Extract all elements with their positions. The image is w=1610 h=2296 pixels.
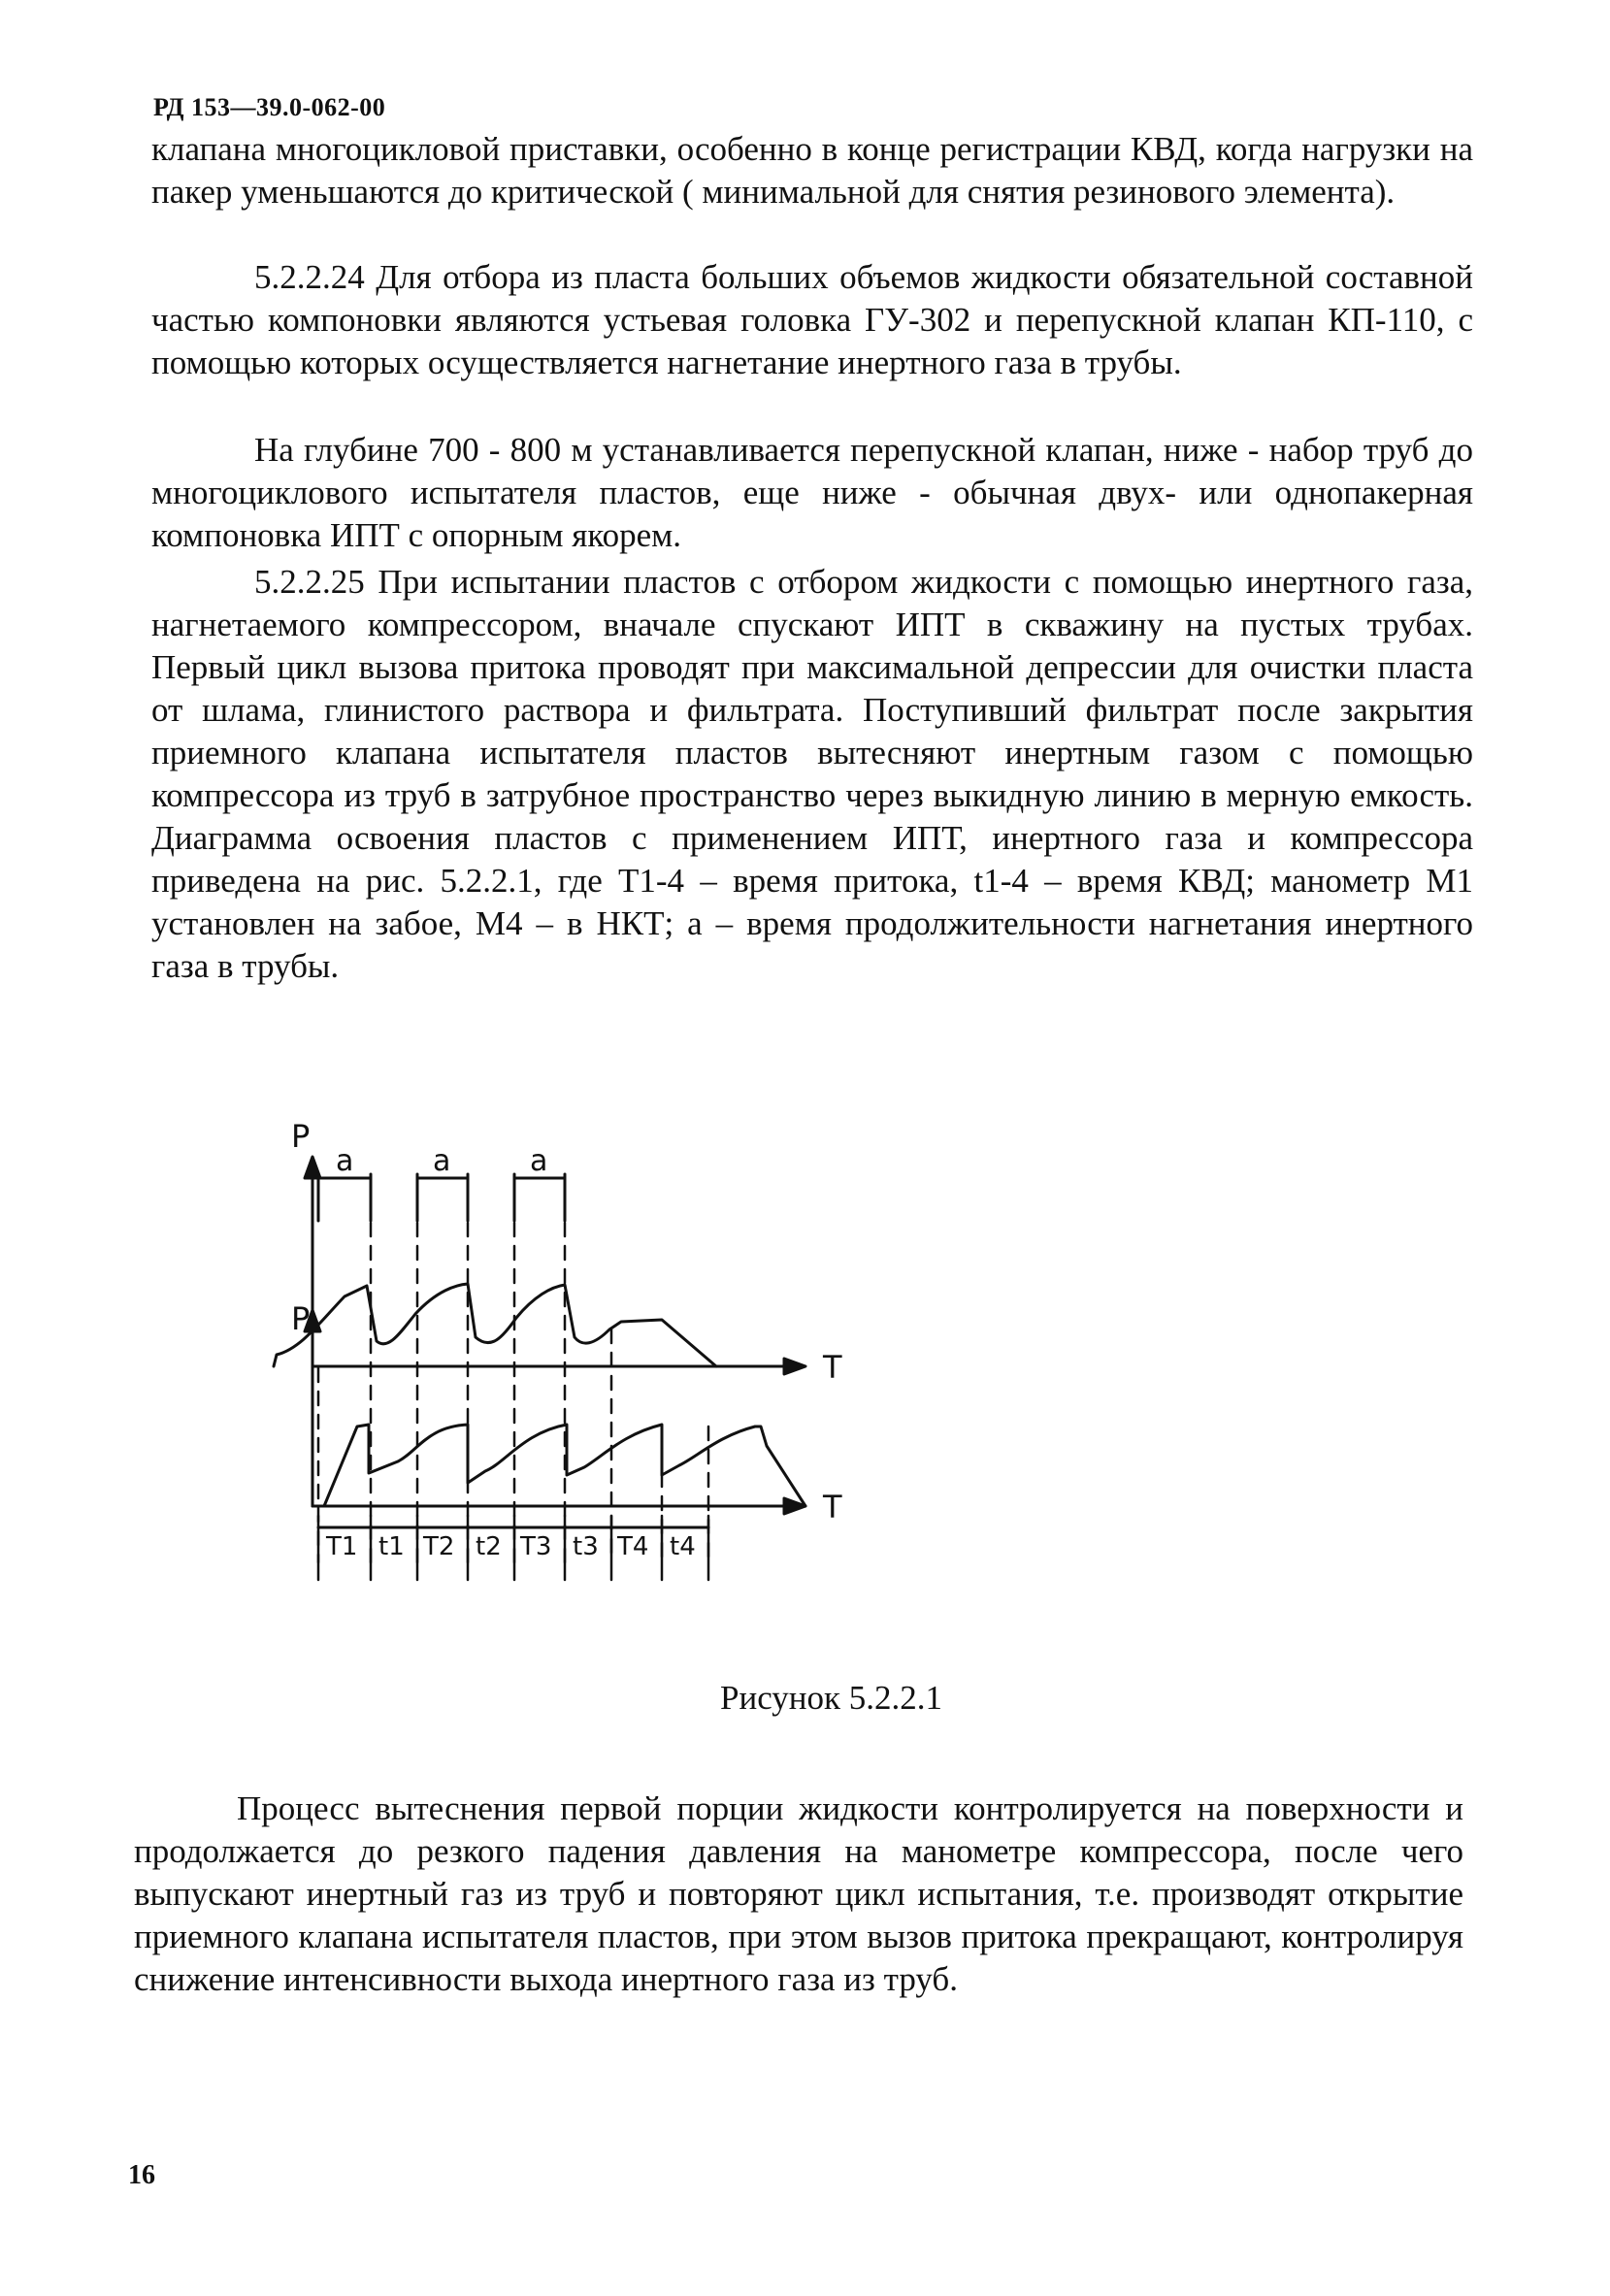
paragraph-1: клапана многоцикловой приставки, особенно в конце регистрации КВД, когда нагрузки на пакер уменьшаются до критической ( минимальной для снятия резинового элемента). bbox=[151, 130, 1473, 211]
paragraph-5: Процесс вытеснения первой порции жидкости контролируется на поверхности и продолжается до резкого падения давления на манометре компрессора, после чего выпускают инертный газ из труб и повторяют цикл испытания, т.е. производят открытие приемного клапана испытателя пластов, при этом вызов притока прекращают, контролируя снижение интенсивности выхода инертного газа из труб. bbox=[134, 1789, 1463, 1998]
page-number: 16 bbox=[128, 2160, 155, 2190]
upper-x-arrow bbox=[784, 1359, 805, 1374]
pressure-diagram bbox=[243, 1097, 1310, 1640]
interval-T1: T1 bbox=[326, 1532, 358, 1561]
interval-T2: T2 bbox=[423, 1532, 455, 1561]
document-header: РД 153—39.0-062-00 bbox=[153, 93, 386, 121]
a-label-3: a bbox=[530, 1144, 548, 1178]
lower-x-label: T bbox=[823, 1489, 842, 1525]
figure-caption: Рисунок 5.2.2.1 bbox=[720, 1679, 943, 1717]
interval-T4: T4 bbox=[617, 1532, 649, 1561]
interval-T3: T3 bbox=[520, 1532, 552, 1561]
interval-t3: t3 bbox=[573, 1532, 599, 1561]
upper-x-label: T bbox=[823, 1349, 842, 1386]
paragraph-3: На глубине 700 - 800 м устанавливается перепускной клапан, ниже - набор труб до многоциклового испытателя пластов, еще ниже - обычная двух- или однопакерная компоновка ИПТ с опорным якорем. bbox=[151, 431, 1473, 554]
upper-y-label: P bbox=[291, 1118, 311, 1155]
interval-t1: t1 bbox=[378, 1532, 405, 1561]
paragraph-4: 5.2.2.25 При испытании пластов с отбором жидкости с помощью инертного газа, нагнетаемого компрессором, вначале спускают ИПТ в скважину на пустых трубах. Первый цикл вызова притока проводят при максимальной депрессии для очистки пласта от шлама, глинистого раствора и фильтрата. Поступивший фильтрат после закрытия приемного клапана испытателя пластов вытесняют инертным газом с помощью компрессора из труб в затрубное пространство через выкидную линию в мерную емкость. Диаграмма освоения пластов с применением ИПТ, инертного газа и компрессора приведена на рис. 5.2.2.1, где T1-4 – время притока, t1-4 – время КВД; манометр М1 установлен на забое, М4 – в НКТ; а – время продолжительности нагнетания инертного газа в трубы. bbox=[151, 563, 1473, 985]
a-label-2: a bbox=[433, 1144, 451, 1178]
interval-t4: t4 bbox=[670, 1532, 696, 1561]
upper-pressure-curve bbox=[274, 1284, 716, 1366]
paragraph-2: 5.2.2.24 Для отбора из пласта больших объемов жидкости обязательной составной частью компоновки являются устьевая головка ГУ-302 и перепускной клапан КП-110, с помощью которых осуществляется нагнетание инертного газа в трубы. bbox=[151, 258, 1473, 381]
lower-y-label: P bbox=[291, 1300, 311, 1337]
interval-t2: t2 bbox=[476, 1532, 502, 1561]
a-label-1: a bbox=[336, 1144, 354, 1178]
